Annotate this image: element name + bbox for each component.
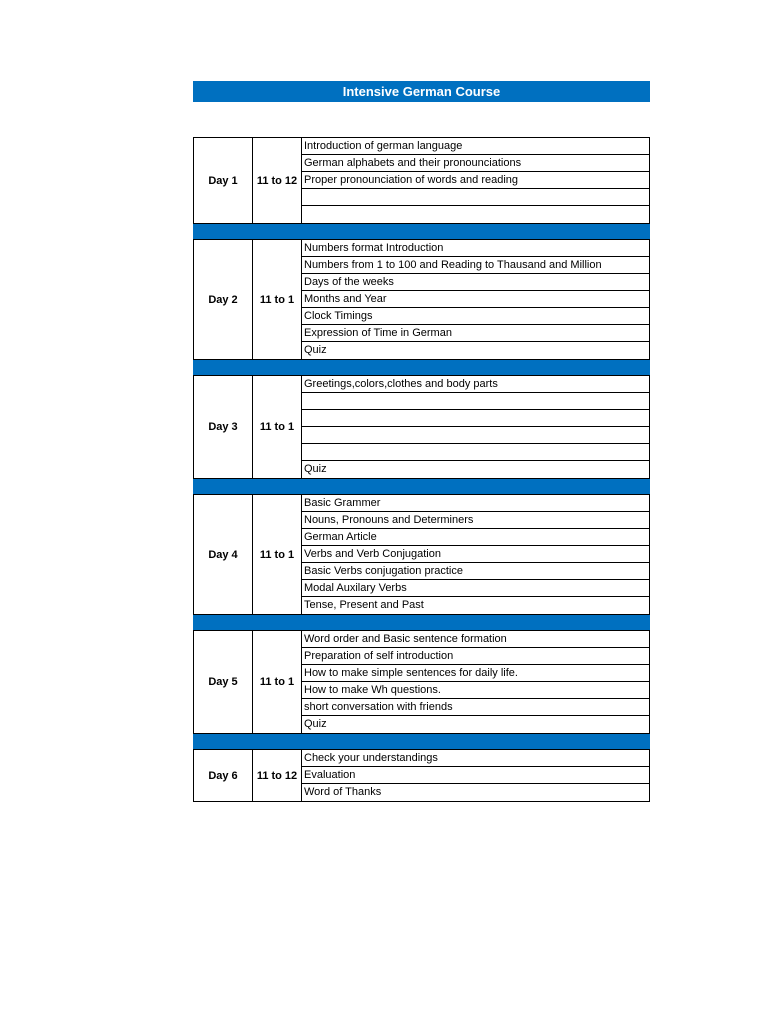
page-title: Intensive German Course	[193, 81, 650, 102]
topic-row: short conversation with friends	[302, 699, 649, 716]
topic-row: Basic Grammer	[302, 495, 649, 512]
schedule-table	[193, 137, 650, 802]
topic-row: Check your understandings	[302, 750, 649, 767]
day-label: Day 6	[193, 750, 252, 801]
topic-row: Tense, Present and Past	[304, 599, 424, 611]
topic-row: German Article	[302, 529, 649, 546]
topic-row: Clock Timings	[302, 308, 649, 325]
topic-row	[302, 206, 649, 223]
topic-row: Evaluation	[302, 767, 649, 784]
topic-row	[302, 444, 649, 461]
day-separator	[193, 359, 650, 376]
day-block	[193, 240, 650, 359]
day-label: Day 3	[193, 376, 252, 478]
day-block	[193, 138, 650, 223]
topic-row: Numbers format Introduction	[302, 240, 649, 257]
day-label: Day 2	[193, 240, 252, 359]
day-block	[193, 631, 650, 733]
topic-row: Numbers from 1 to 100 and Reading to Thausand and Million	[302, 257, 649, 274]
topic-row: Word of Thanks	[304, 786, 382, 798]
topic-row: Days of the weeks	[302, 274, 649, 291]
topic-row	[302, 393, 649, 410]
day-label: Day 5	[193, 631, 252, 733]
day-label: Day 4	[193, 495, 252, 614]
topic-list	[301, 376, 650, 478]
time-slot: 11 to 12	[252, 750, 301, 801]
topic-row: Modal Auxilary Verbs	[302, 580, 649, 597]
topic-row: Quiz	[304, 718, 327, 730]
topic-row: How to make Wh questions.	[302, 682, 649, 699]
topic-list	[301, 138, 650, 223]
topic-row: How to make simple sentences for daily life.	[302, 665, 649, 682]
day-separator	[193, 614, 650, 631]
topic-row: Introduction of german language	[302, 138, 649, 155]
day-block	[193, 376, 650, 478]
topic-row	[302, 427, 649, 444]
topic-row: Word order and Basic sentence formation	[302, 631, 649, 648]
topic-list	[301, 750, 650, 801]
topic-row: German alphabets and their pronounciations	[302, 155, 649, 172]
topic-row: Quiz	[304, 463, 327, 475]
day-separator	[193, 478, 650, 495]
time-slot: 11 to 1	[252, 240, 301, 359]
topic-list	[301, 631, 650, 733]
topic-row: Nouns, Pronouns and Determiners	[302, 512, 649, 529]
time-slot: 11 to 1	[252, 631, 301, 733]
topic-row: Basic Verbs conjugation practice	[302, 563, 649, 580]
time-slot: 11 to 1	[252, 376, 301, 478]
time-slot: 11 to 1	[252, 495, 301, 614]
topic-row: Months and Year	[302, 291, 649, 308]
day-block	[193, 750, 650, 801]
day-label: Day 1	[193, 138, 252, 223]
topic-row	[302, 189, 649, 206]
topic-list	[301, 495, 650, 614]
topic-row: Verbs and Verb Conjugation	[302, 546, 649, 563]
topic-row: Preparation of self introduction	[302, 648, 649, 665]
day-separator	[193, 223, 650, 240]
topic-row	[302, 410, 649, 427]
day-separator	[193, 733, 650, 750]
topic-row: Greetings,colors,clothes and body parts	[302, 376, 649, 393]
time-slot: 11 to 12	[252, 138, 301, 223]
topic-row: Expression of Time in German	[302, 325, 649, 342]
day-block	[193, 495, 650, 614]
topic-row: Proper pronounciation of words and reading	[302, 172, 649, 189]
topic-list	[301, 240, 650, 359]
topic-row: Quiz	[304, 344, 327, 356]
